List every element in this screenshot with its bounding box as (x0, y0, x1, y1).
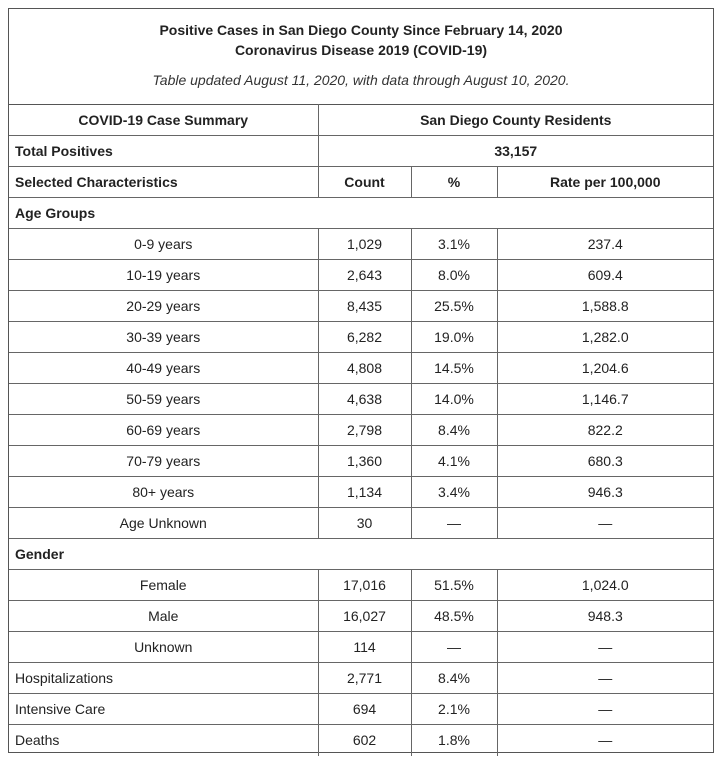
row-rate: 1,024.0 (497, 570, 713, 601)
table-row (9, 322, 713, 353)
row-percent: 8.4% (411, 415, 497, 446)
title-line-1: Positive Cases in San Diego County Since February 14, 2020 (159, 22, 563, 38)
row-count: 4,638 (318, 384, 411, 415)
age-groups-label: Age Groups (9, 198, 713, 229)
row-label: Intensive Care (9, 694, 318, 725)
row-count: 2,643 (318, 260, 411, 291)
table-row (9, 415, 713, 446)
row-label: Deaths (9, 725, 318, 756)
row-count: 2,771 (318, 663, 411, 694)
row-rate: — (497, 663, 713, 694)
row-percent: 25.5% (411, 291, 497, 322)
row-percent: 2.1% (411, 694, 497, 725)
row-percent: — (411, 632, 497, 663)
row-label: 10-19 years (9, 260, 318, 291)
row-label: Unknown (9, 632, 318, 663)
row-rate: — (497, 508, 713, 539)
row-rate: — (497, 694, 713, 725)
case-summary-header: COVID-19 Case Summary (9, 105, 318, 136)
rate-header: Rate per 100,000 (497, 167, 713, 198)
table-row (9, 291, 713, 322)
row-label: 80+ years (9, 477, 318, 508)
row-rate: 946.3 (497, 477, 713, 508)
row-label: 20-29 years (9, 291, 318, 322)
row-rate: 609.4 (497, 260, 713, 291)
row-rate: 948.3 (497, 601, 713, 632)
age-groups-section-row (9, 198, 713, 229)
row-percent: 14.5% (411, 353, 497, 384)
row-rate: 1,282.0 (497, 322, 713, 353)
row-count: 2,798 (318, 415, 411, 446)
row-count: 1,134 (318, 477, 411, 508)
row-label: Hospitalizations (9, 663, 318, 694)
row-count: 1,360 (318, 446, 411, 477)
table-header (9, 9, 713, 104)
title-line-2: Coronavirus Disease 2019 (COVID-19) (234, 42, 488, 58)
row-count: 17,016 (318, 570, 411, 601)
table-row (9, 260, 713, 291)
row-percent: 4.1% (411, 446, 497, 477)
total-positives-value: 33,157 (318, 136, 713, 167)
table-row (9, 663, 713, 694)
row-count: 694 (318, 694, 411, 725)
table-row (9, 601, 713, 632)
table-row (9, 353, 713, 384)
row-count: 16,027 (318, 601, 411, 632)
row-count: 6,282 (318, 322, 411, 353)
gender-label: Gender (9, 539, 713, 570)
table-row (9, 446, 713, 477)
gender-section-row (9, 539, 713, 570)
row-label: 0-9 years (9, 229, 318, 260)
row-rate: 1,204.6 (497, 353, 713, 384)
row-label: Age Unknown (9, 508, 318, 539)
percent-header: % (411, 167, 497, 198)
row-label: Male (9, 601, 318, 632)
row-rate: 680.3 (497, 446, 713, 477)
row-percent: 48.5% (411, 601, 497, 632)
row-rate: — (497, 632, 713, 663)
row-rate: — (497, 725, 713, 756)
row-label: 70-79 years (9, 446, 318, 477)
row-percent: 8.4% (411, 663, 497, 694)
count-header: Count (318, 167, 411, 198)
row-count: 8,435 (318, 291, 411, 322)
row-percent: 14.0% (411, 384, 497, 415)
row-percent: 3.4% (411, 477, 497, 508)
row-rate: 237.4 (497, 229, 713, 260)
row-label: 60-69 years (9, 415, 318, 446)
row-count: 1,029 (318, 229, 411, 260)
row-rate: 1,146.7 (497, 384, 713, 415)
column-header-row (9, 167, 713, 198)
row-percent: 3.1% (411, 229, 497, 260)
covid-case-summary-panel (8, 8, 714, 753)
row-label: 30-39 years (9, 322, 318, 353)
table-row (9, 508, 713, 539)
row-label: 50-59 years (9, 384, 318, 415)
case-summary-table (9, 104, 713, 756)
total-positives-label: Total Positives (9, 136, 318, 167)
row-percent: 19.0% (411, 322, 497, 353)
row-rate: 822.2 (497, 415, 713, 446)
table-row (9, 694, 713, 725)
row-percent: 1.8% (411, 725, 497, 756)
row-label: Female (9, 570, 318, 601)
table-row (9, 725, 713, 756)
row-percent: — (411, 508, 497, 539)
row-label: 40-49 years (9, 353, 318, 384)
table-row (9, 229, 713, 260)
row-count: 30 (318, 508, 411, 539)
updated-note: Table updated August 11, 2020, with data through August 10, 2020. (152, 72, 570, 88)
summary-header-row (9, 105, 713, 136)
row-count: 4,808 (318, 353, 411, 384)
row-rate: 1,588.8 (497, 291, 713, 322)
row-count: 114 (318, 632, 411, 663)
table-row (9, 632, 713, 663)
row-percent: 51.5% (411, 570, 497, 601)
residents-header: San Diego County Residents (318, 105, 713, 136)
row-count: 602 (318, 725, 411, 756)
characteristics-header: Selected Characteristics (9, 167, 318, 198)
table-row (9, 477, 713, 508)
total-positives-row (9, 136, 713, 167)
table-row (9, 384, 713, 415)
table-row (9, 570, 713, 601)
row-percent: 8.0% (411, 260, 497, 291)
